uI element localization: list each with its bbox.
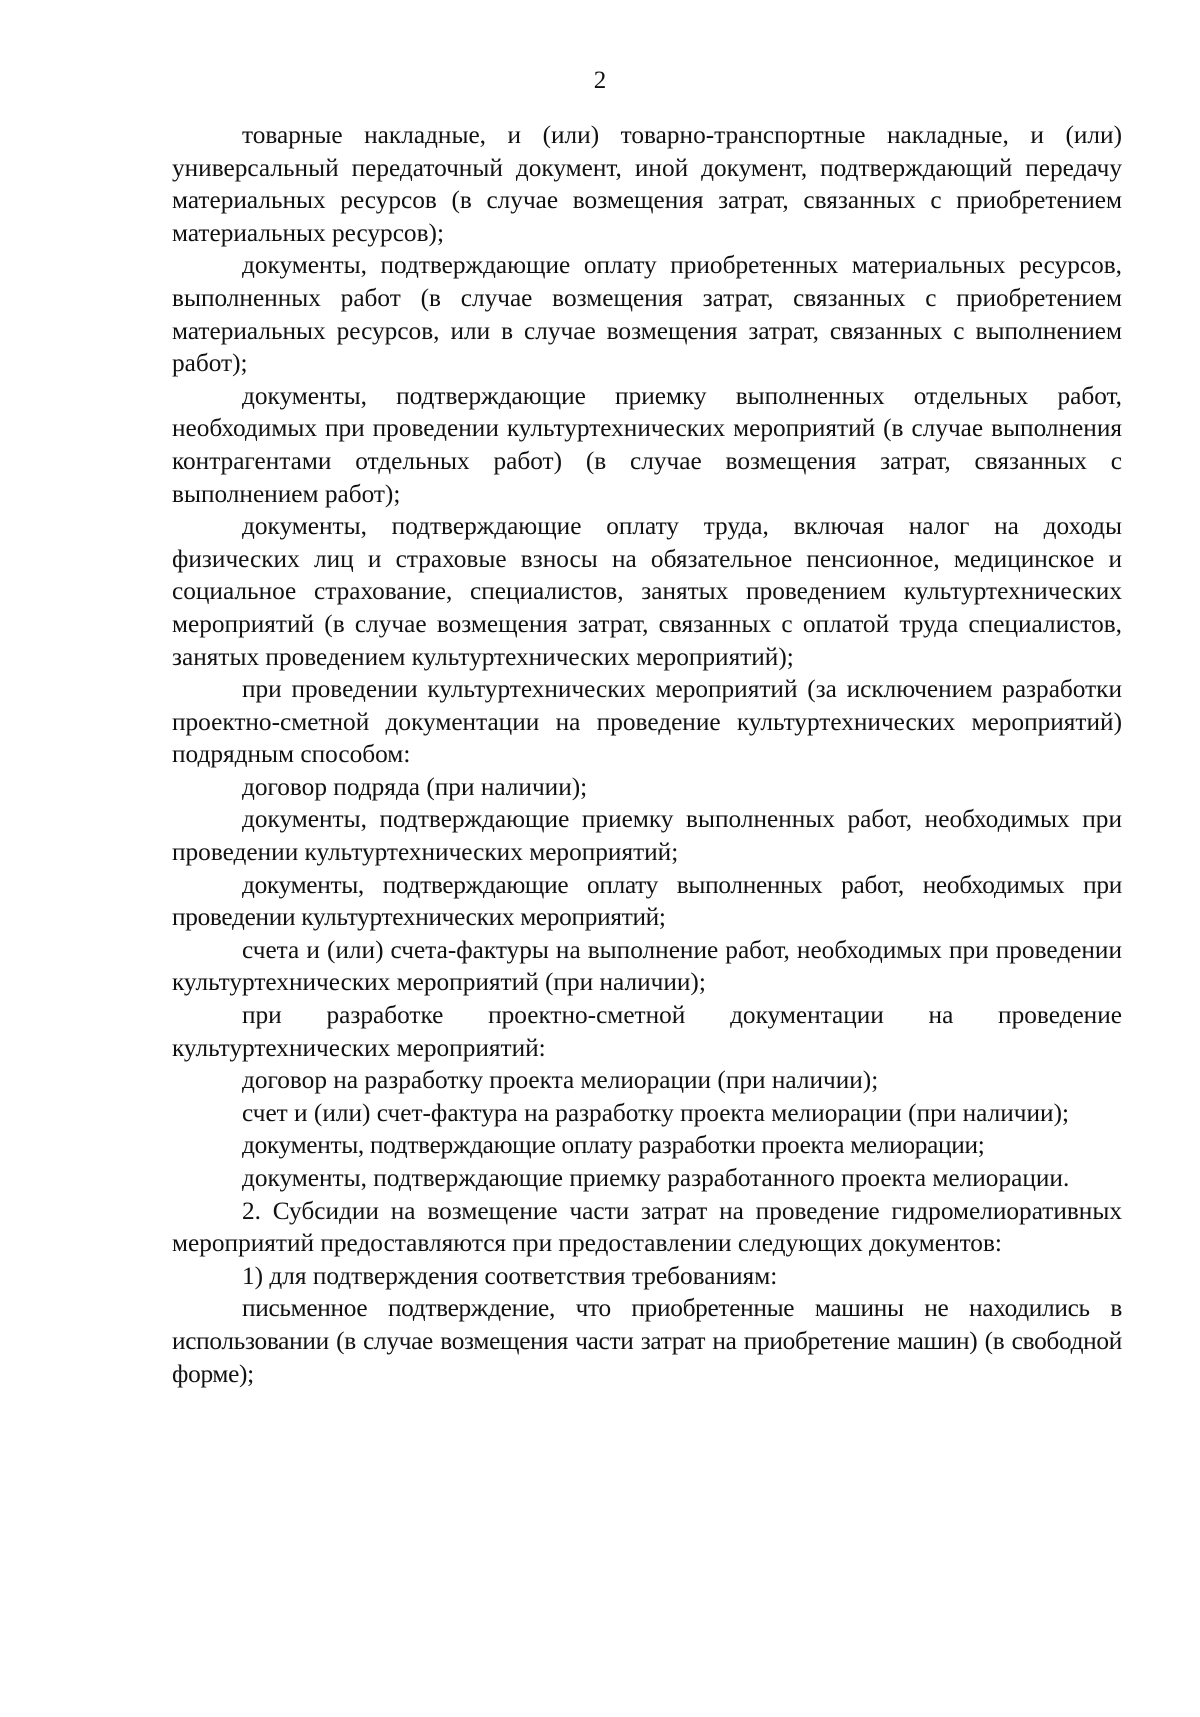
paragraph-payment-works: документы, подтверждающие оплату выполненных работ, необходимых при проведении культуртехнических мероприятий; xyxy=(172,870,1122,932)
paragraph-design-acceptance: документы, подтверждающие приемку разработанного проекта мелиорации. xyxy=(242,1164,1070,1192)
paragraph-design-invoice: счет и (или) счет-фактура на разработку проекта мелиорации (при наличии); xyxy=(242,1098,1070,1127)
paragraph-contract: договор подряда (при наличии); xyxy=(242,772,588,801)
paragraph-written-confirmation: письменное подтверждение, что приобретенные машины не находились в использовании (в случае возмещения части затрат на приобретение машин) (в свободной форме); xyxy=(172,1294,1122,1388)
paragraph-item-1: 1) для подтверждения соответствия требованиям: xyxy=(242,1261,778,1290)
paragraph-section-2: 2. Субсидии на возмещение части затрат на проведение гидромелиоративных мероприятий предоставляются при предоставлении следующих документов: xyxy=(172,1196,1122,1258)
paragraph-invoices: товарные накладные, и (или) товарно-транспортные накладные, и (или) универсальный передаточный документ, иной документ, подтверждающий передачу материальных ресурсов (в случае возмещения затрат, связанных с приобретением материальных ресурсов); xyxy=(172,121,1122,247)
paragraph-acceptance-separate-works: документы, подтверждающие приемку выполненных отдельных работ, необходимых при проведении культуртехнических мероприятий (в случае выполнения контрагентами отдельных работ) (в случае возмещения затрат, связанных с выполнением работ); xyxy=(172,381,1122,508)
paragraph-invoices-works: счета и (или) счета-фактуры на выполнение работ, необходимых при проведении культуртехнических мероприятий (при наличии); xyxy=(172,935,1122,997)
paragraph-design-payment: документы, подтверждающие оплату разработки проекта мелиорации; xyxy=(242,1131,985,1160)
paragraph-contract-method: при проведении культуртехнических мероприятий (за исключением разработки проектно-сметной документации на проведение культуртехнических мероприятий) подрядным способом: xyxy=(172,675,1122,769)
paragraph-design-documentation: при разработке проектно-сметной документации на проведение культуртехнических мероприятий: xyxy=(172,1001,1122,1062)
document-body xyxy=(172,119,1122,1390)
paragraph-design-contract: договор на разработку проекта мелиорации (при наличии); xyxy=(242,1066,879,1095)
page-number: 2 xyxy=(593,67,607,94)
paragraph-payment-materials: документы, подтверждающие оплату приобретенных материальных ресурсов, выполненных работ (в случае возмещения затрат, связанных с приобретением материальных ресурсов, или в случае возмещения затрат, связанных с выполнением работ); xyxy=(172,251,1122,378)
paragraph-acceptance-works: документы, подтверждающие приемку выполненных работ, необходимых при проведении культуртехнических мероприятий; xyxy=(172,805,1122,867)
paragraph-labor-payment: документы, подтверждающие оплату труда, включая налог на доходы физических лиц и страховые взносы на обязательное пенсионное, медицинское и социальное страхование, специалистов, занятых проведением культуртехнических мероприятий (в случае возмещения затрат, связанных с оплатой труда специалистов, занятых проведением культуртехнических мероприятий); xyxy=(172,512,1122,671)
